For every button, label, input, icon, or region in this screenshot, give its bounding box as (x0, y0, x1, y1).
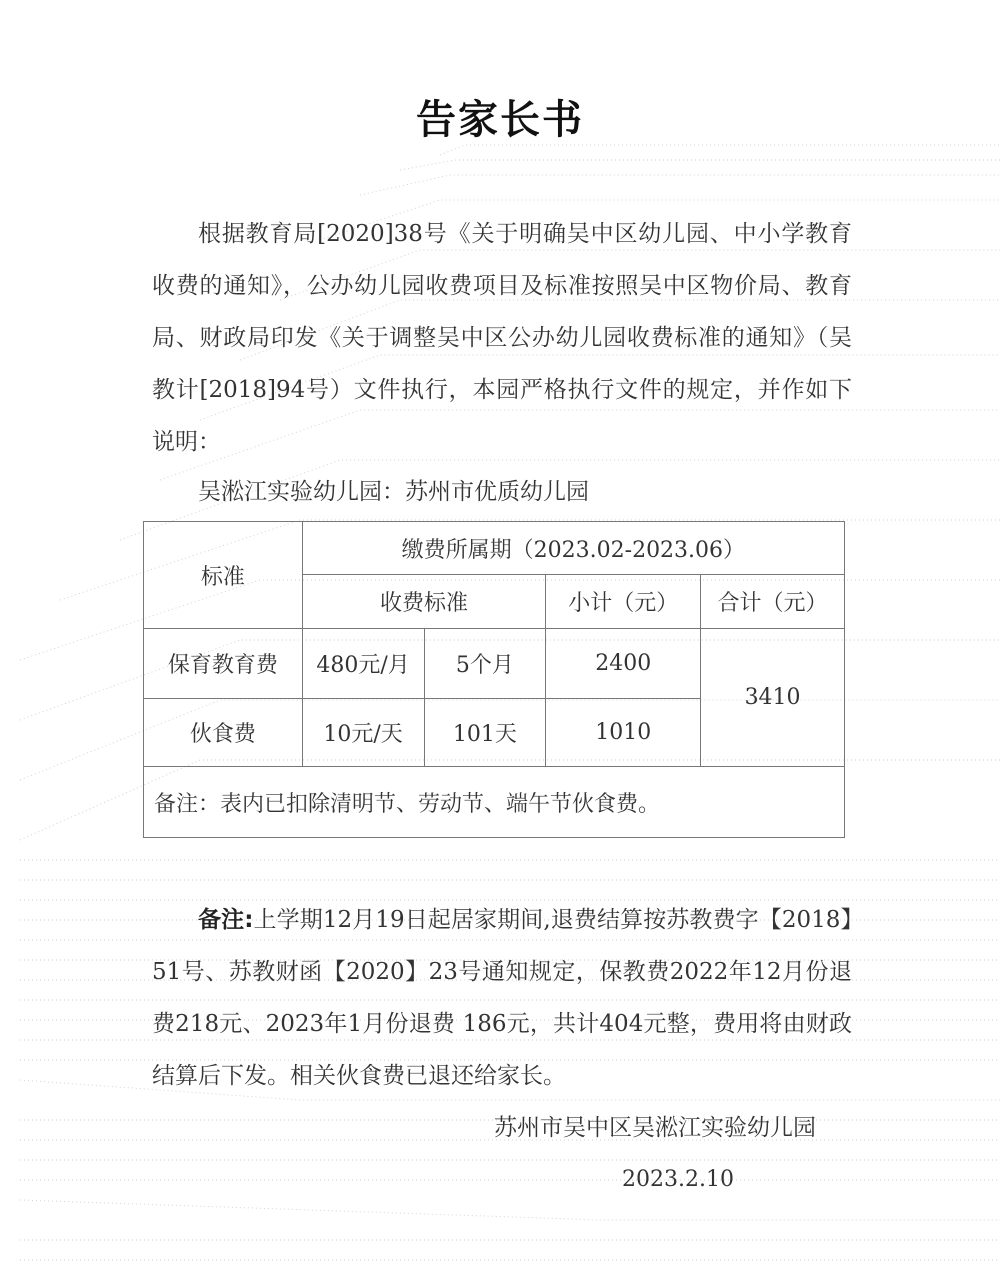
page-title: 告家长书 (416, 97, 584, 143)
signature-org: 苏州市吴中区吴淞江实验幼儿园 (494, 1115, 816, 1141)
fee-name-cell: 保育教育费 (144, 629, 303, 699)
table-row (144, 629, 845, 699)
total-cell: 3410 (701, 629, 845, 767)
refund-paragraph (152, 894, 852, 1102)
total-header: 合计（元） (701, 575, 845, 629)
fee-duration-cell: 101天 (424, 699, 546, 767)
intro-paragraph: 根据教育局[2020]38号《关于明确吴中区幼儿园、中小学教育收费的通知》，公办幼儿园收费项目及标准按照吴中区物价局、教育局、财政局印发《关于调整吴中区公办幼儿园收费标准的通知》（吴教计[2018]94号）文件执行，本园严格执行文件的规定，并作如下说明： (152, 221, 852, 455)
fee-table (143, 521, 845, 838)
refund-text: 上学期12月19日起居家期间,退费结算按苏教费字【2018】51号、苏教财函【2020】23号通知规定，保教费2022年12月份退费218元、2023年1月份退费 186元，共计404元整，费用将由财政结算后下发。相关伙食费已退还给家长。 (152, 907, 852, 1089)
fee-subtotal-cell: 1010 (546, 699, 701, 767)
fee-rate-cell: 480元/月 (302, 629, 424, 699)
signature-date: 2023.2.10 (622, 1167, 734, 1192)
subtotal-header: 小计（元） (546, 575, 701, 629)
fee-duration-cell: 5个月 (424, 629, 546, 699)
period-header: 缴费所属期（2023.02-2023.06） (302, 522, 844, 575)
fee-rate-cell: 10元/天 (302, 699, 424, 767)
fee-name-cell: 伙食费 (144, 699, 303, 767)
fee-standard-header: 收费标准 (302, 575, 546, 629)
fee-subtotal-cell: 2400 (546, 629, 701, 699)
refund-label: 备注: (198, 907, 254, 933)
standard-header: 标准 (144, 522, 303, 629)
table-note: 备注：表内已扣除清明节、劳动节、端午节伙食费。 (144, 767, 845, 838)
school-line: 吴淞江实验幼儿园：苏州市优质幼儿园 (198, 479, 589, 505)
